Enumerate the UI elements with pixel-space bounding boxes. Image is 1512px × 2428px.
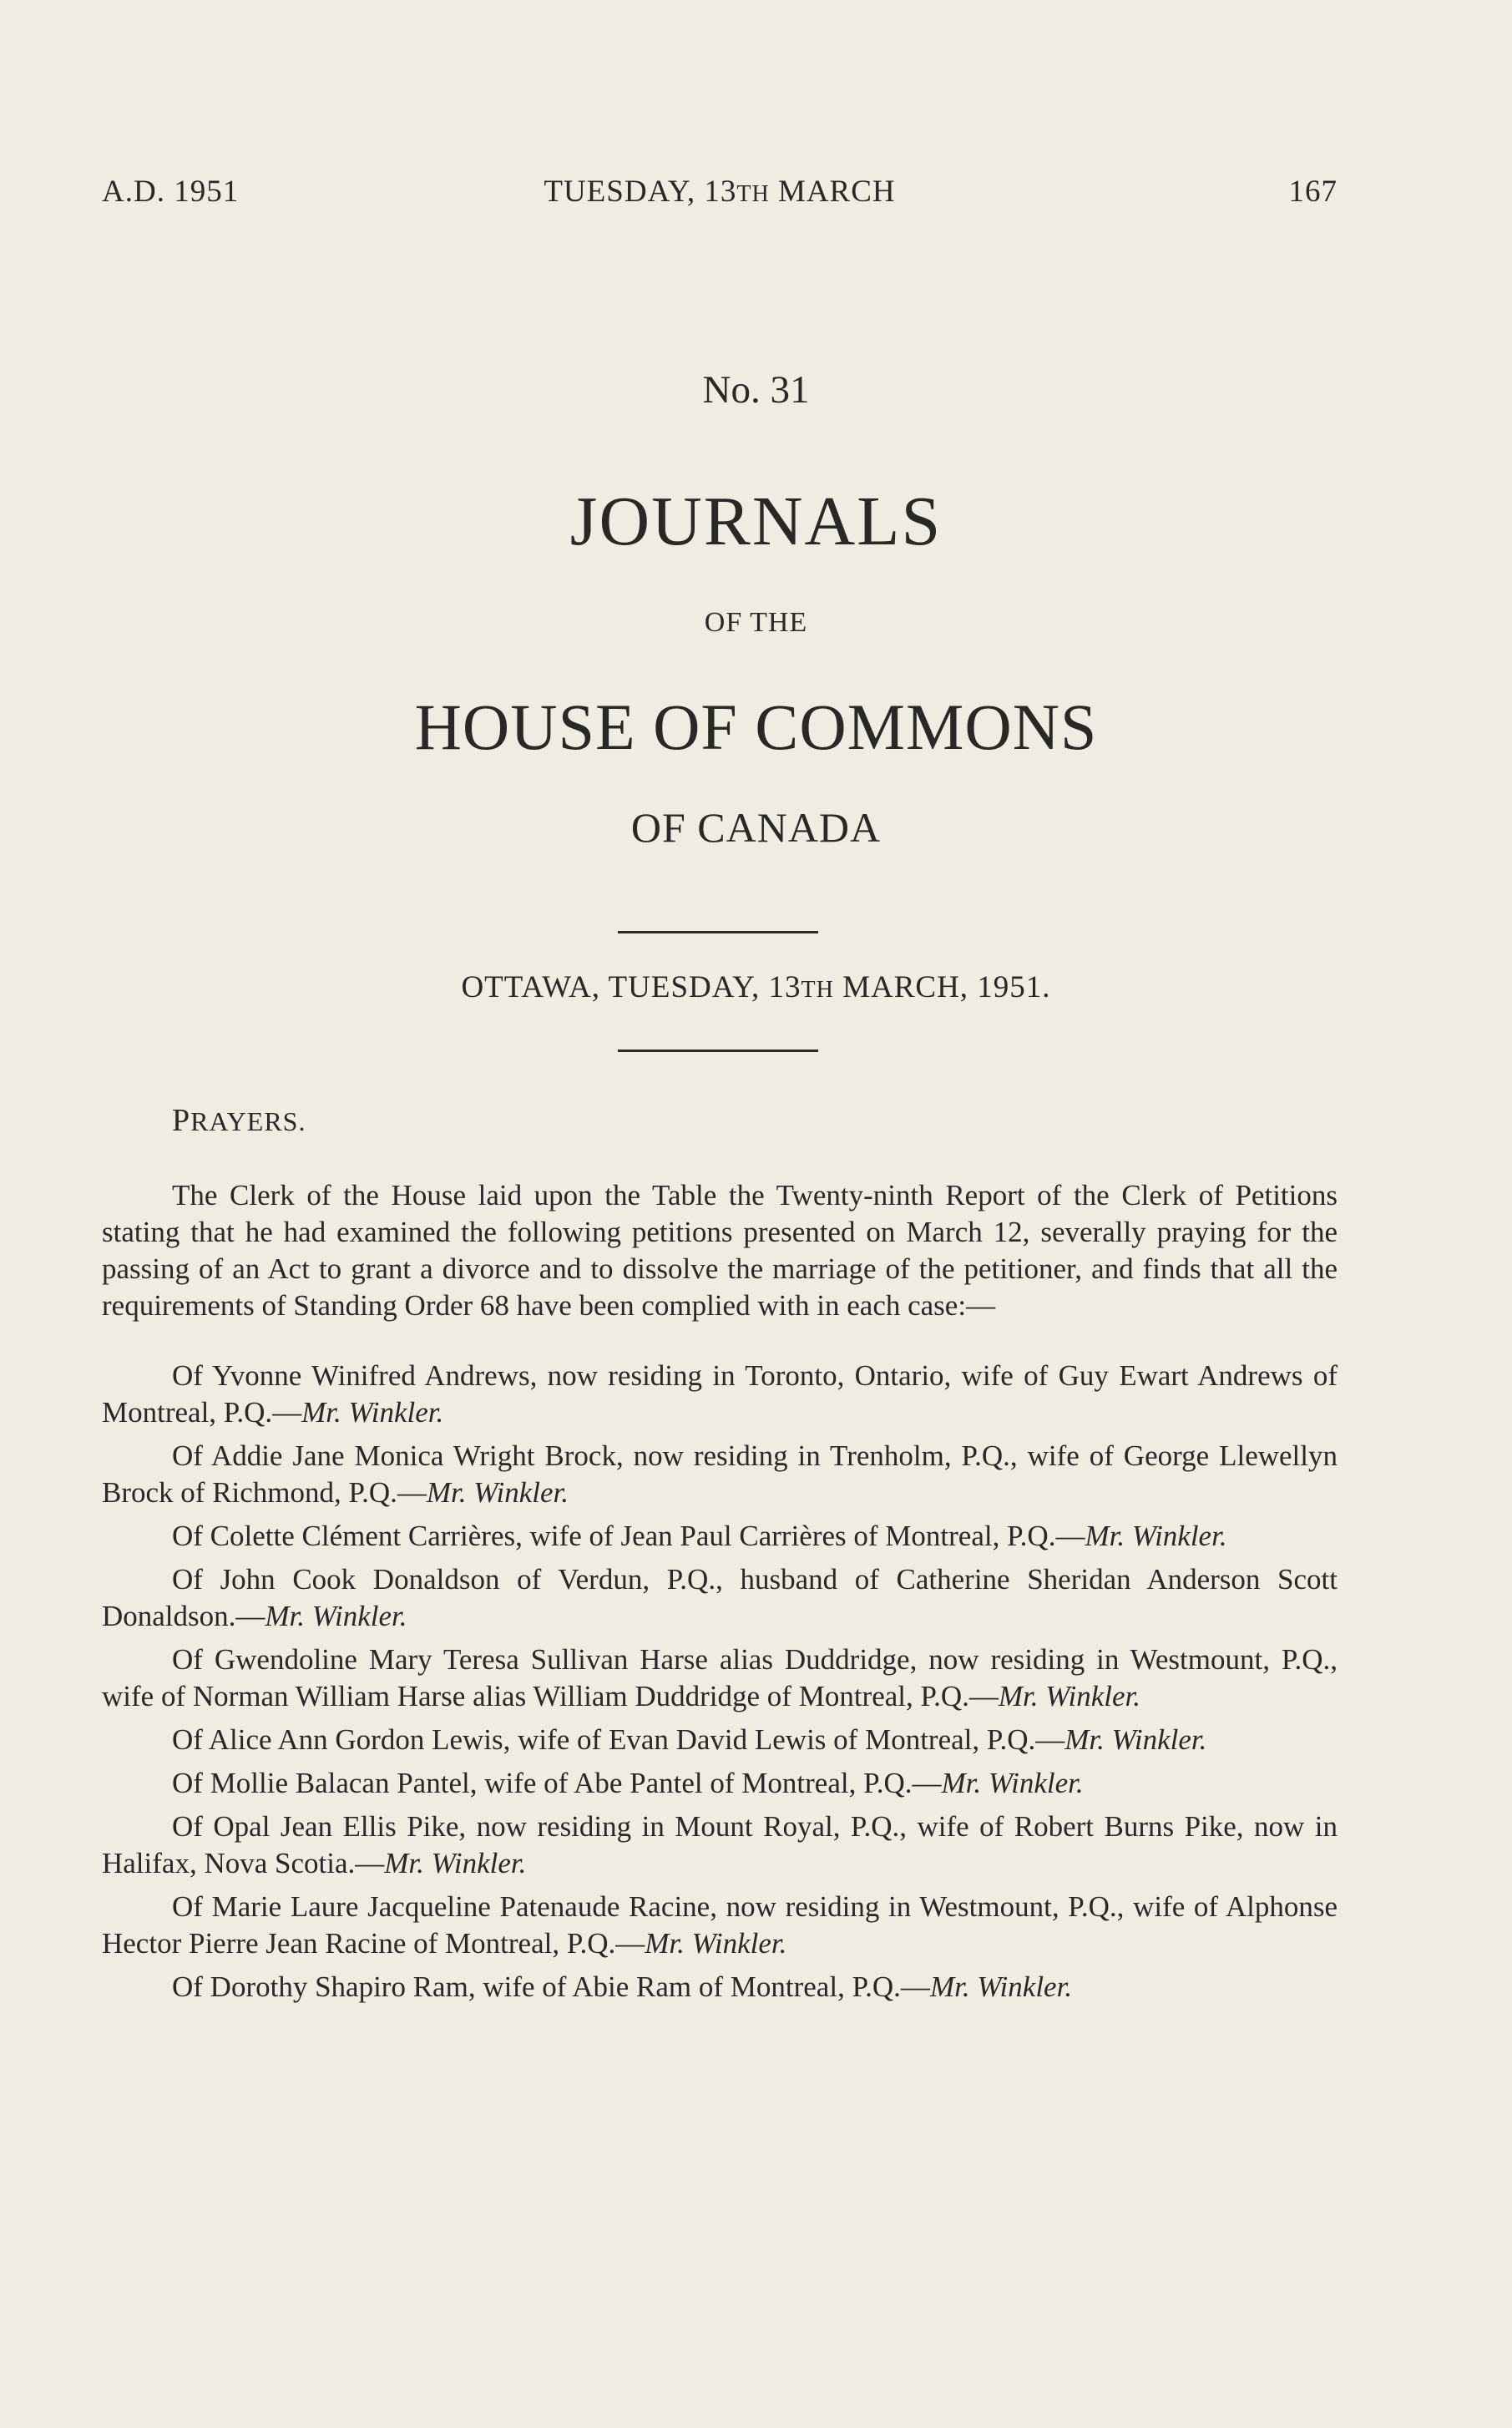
petition-text: Of Alice Ann Gordon Lewis, wife of Evan David Lewis of Montreal, P.Q.— [172,1723,1065,1756]
petition-member: Mr. Winkler. [998,1680,1140,1712]
prayers-cap: P [172,1103,191,1138]
petition-text: Of Opal Jean Ellis Pike, now residing in Mount Royal, P.Q., wife of Robert Burns Pike, now in Halifax, Nova Scotia.— [102,1810,1338,1879]
petition-member: Mr. Winkler. [929,1970,1073,2003]
petition-member: Mr. Winkler. [941,1767,1084,1799]
petition-member: Mr. Winkler. [265,1600,407,1632]
petition-text: Of Addie Jane Monica Wright Brock, now residing in Trenholm, P.Q., wife of George Llewellyn Brock of Richmond, P.Q.— [102,1439,1338,1509]
prayers-rest: RAYERS. [190,1106,306,1136]
petition-item [102,1518,1338,1555]
running-head-date-suffix: TH [736,181,770,207]
running-head-year: A.D. 1951 [102,175,240,209]
issue-number: No. 31 [702,368,810,412]
petition-item [102,1969,1338,2006]
running-head-date-prefix: TUESDAY, 13 [544,175,737,209]
page-number: 167 [1288,175,1338,209]
dateline-prefix: OTTAWA, TUESDAY, 13 [461,970,802,1004]
petition-item [102,1889,1338,1962]
divider-rule-bottom [618,1050,818,1052]
petition-member: Mr. Winkler. [645,1927,787,1960]
petition-member: Mr. Winkler. [1085,1520,1227,1552]
petition-list [102,1358,1338,2012]
intro-paragraph: The Clerk of the House laid upon the Table the Twenty-ninth Report of the Clerk of Petitions stating that he had examined the following petitions presented on March 12, severally praying for the passing of an Act to grant a divorce and to dissolve the marriage of the petitioner, and finds that all the requirements of Standing Order 68 have been complied with in each case:— [102,1179,1338,1322]
petition-item [102,1641,1338,1715]
prayers-heading [172,1102,306,1139]
petition-member: Mr. Winkler. [384,1847,527,1879]
title-of-the: OF THE [704,607,808,638]
petition-item [102,1808,1338,1882]
petition-member: Mr. Winkler. [426,1476,569,1509]
petition-text: Of Yvonne Winifred Andrews, now residing in Toronto, Ontario, wife of Guy Ewart Andrews of Montreal, P.Q.— [102,1359,1338,1429]
petition-item [102,1438,1338,1511]
dateline-suffix: TH [801,977,834,1003]
petition-text: Of Mollie Balacan Pantel, wife of Abe Pantel of Montreal, P.Q.— [172,1767,942,1799]
running-head-date [102,174,1338,213]
running-head-date-month: MARCH [769,175,896,209]
petition-member: Mr. Winkler. [1064,1723,1207,1756]
petition-item [102,1561,1338,1635]
petition-text: Of Gwendoline Mary Teresa Sullivan Harse alias Duddridge, now residing in Westmount, P.Q., wife of Norman William Harse alias William Duddridge of Montreal, P.Q.— [102,1643,1338,1712]
petition-item [102,1722,1338,1758]
dateline-rest: MARCH, 1951. [833,970,1051,1004]
petition-text: Of Marie Laure Jacqueline Patenaude Racine, now residing in Westmount, P.Q., wife of Alphonse Hector Pierre Jean Racine of Montreal, P.Q.— [102,1890,1338,1960]
title-house-of-commons: HOUSE OF COMMONS [414,690,1098,763]
petition-member: Mr. Winkler. [301,1396,444,1429]
petition-text: Of Colette Clément Carrières, wife of Jean Paul Carrières of Montreal, P.Q.— [172,1520,1085,1552]
title-of-canada: OF CANADA [630,804,882,851]
petition-item [102,1358,1338,1431]
petition-item [102,1765,1338,1802]
petition-text: Of John Cook Donaldson of Verdun, P.Q., husband of Catherine Sheridan Anderson Scott Donaldson.— [102,1563,1338,1632]
title-journals: JOURNALS [569,483,943,560]
dateline [0,969,1512,1005]
petition-text: Of Dorothy Shapiro Ram, wife of Abie Ram of Montreal, P.Q.— [172,1970,930,2003]
divider-rule-top [618,931,818,933]
